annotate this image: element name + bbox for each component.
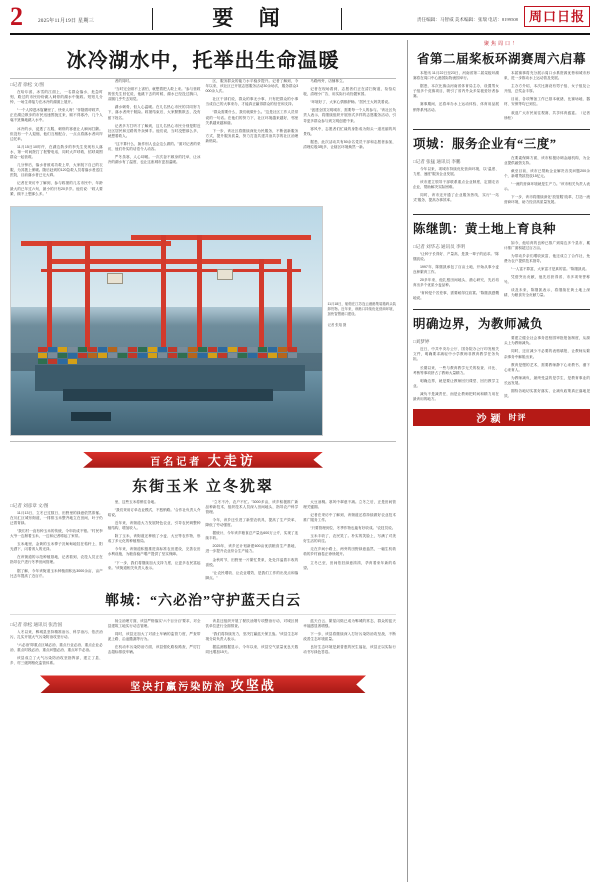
right-section-teacher-burden bbox=[413, 314, 590, 405]
paragraph: 大豆油桐。寒风中翠意不减。立冬之后，正是田间管理关键期。 bbox=[303, 499, 396, 509]
container bbox=[268, 353, 277, 358]
paragraph: 据悉，此次活动共有50余名党员干部和志愿者参加，清理垃圾3吨多，让辖区环境焕然一新。 bbox=[303, 139, 396, 149]
container bbox=[288, 347, 297, 352]
chenjikai-columns bbox=[413, 241, 590, 305]
paragraph: 入冬以来，郸城县坚持精准治污、科学治污、依法治污，扎实开展大气污染防治攻坚行动。 bbox=[10, 629, 103, 639]
corn-columns bbox=[10, 500, 396, 584]
paragraph: 今年以来，项城市持续优化营商环境，以“温度、力度、速度”服务企业发展。 bbox=[412, 166, 499, 176]
container bbox=[138, 353, 147, 358]
paragraph: 为带动乡亲们增收致富，他还成立了合作社，免费为农户提供技术指导。 bbox=[503, 253, 590, 263]
paragraph: 欢迎广大市民前往观赛，共享体育盛宴。（记者 徐松） bbox=[503, 110, 590, 120]
container bbox=[98, 347, 107, 352]
paragraph: 几分钟后，落水者被成功救上岸，大家脱下自己的衣服，为其披上保暖。随后赶到的120急救人员将落水者送往医院，目前落水者已无大碍。 bbox=[10, 163, 103, 178]
newspaper-nameplate: 周口日报 bbox=[524, 6, 590, 27]
container bbox=[38, 359, 47, 364]
paragraph: 2025年，该乡还计划新建600亩优质粮食生产基地，进一步提升农业综合生产能力。 bbox=[205, 544, 299, 554]
container bbox=[88, 353, 97, 358]
container bbox=[128, 353, 137, 358]
teacher-burden-columns bbox=[413, 336, 590, 405]
page-number: 2 bbox=[10, 2, 23, 31]
paragraph: 近年来，该街道大力发展特色农业，引导农民调整种植结构，增加收入。 bbox=[107, 520, 201, 531]
page-body bbox=[10, 40, 590, 882]
container bbox=[168, 347, 177, 352]
paragraph: “六必治”即重点区域必治、重点行业必治、重点企业必治、重点时段必治、重点问题必治、重点环节必治。 bbox=[10, 643, 103, 653]
paragraph: “创建全国文明城市，需要每一个人的参与。”该社区负责人表示，将继续组织开展形式多样的志愿服务活动，引导更多群众参与到文明创建中来。 bbox=[303, 108, 396, 123]
chenjikai-byline: □记者 刘华志 通讯员 李明 bbox=[412, 243, 466, 249]
container bbox=[288, 353, 297, 358]
lead-text-4 bbox=[303, 79, 396, 150]
xiangcheng-columns bbox=[413, 156, 590, 209]
paragraph: “下一步，我们将继续加大支持力度，让更多农民富起来。”该街道相关负责人表示。 bbox=[107, 560, 201, 570]
masthead-rule-left bbox=[152, 8, 153, 30]
crane-cab bbox=[107, 273, 123, 284]
container bbox=[38, 353, 47, 358]
lead-column-4 bbox=[303, 79, 396, 200]
corn-text-1 bbox=[10, 511, 103, 579]
paragraph: “我们将持续发力，坚决打赢蓝天保卫战。”该县生态环境分局负责人表示。 bbox=[205, 632, 299, 642]
paragraph: “群众需要什么，我们就做什么。”这是社区工作人员常说的一句话。在他们的努力下，社区环境越来越好，邻里关系越来越和谐。 bbox=[205, 110, 299, 125]
corn-column-1 bbox=[10, 500, 103, 584]
teacher-burden-text-1 bbox=[413, 347, 499, 402]
paragraph: 在要素保障方面，该市积极协调金融机构，为企业提供融资支持。 bbox=[503, 155, 590, 165]
paragraph: 记者在采访中了解到，参与救援的几名市民中，年龄最大的已年过六旬，最小的只有20多岁。他们说：“救人要紧，顾不上想那么多。” bbox=[10, 181, 103, 196]
container bbox=[58, 353, 67, 358]
paragraph: 如今，他培育的良种已推广到周边多个县市，累计推广面积超过百万亩。 bbox=[503, 240, 590, 250]
paragraph: 下一步，该社区将继续深化为民服务，不断创新服务方式，提升服务质量，努力打造共建共治共享的社区治理新格局。 bbox=[205, 128, 299, 143]
crane-leg bbox=[85, 241, 90, 351]
paragraph: 严冬虽寒，人心却暖。一次次奋不顾身的托举，让冰冷的湖水有了温度，也让这座城市更加温暖。 bbox=[107, 155, 201, 165]
paragraph: “我们村一直有种玉米的传统，今年收成不错。”村民李大爷一边掰着玉米，一边和记者唠起了家常。 bbox=[10, 528, 103, 539]
crane-leg bbox=[259, 259, 264, 351]
paragraph: 下一步，该市将继续深化“放管服”改革，打造一流营商环境，助力经济高质量发展。 bbox=[503, 195, 590, 205]
container bbox=[258, 347, 267, 352]
yancheng-column-1 bbox=[10, 619, 103, 670]
footer-main-text: 沙颍 bbox=[476, 414, 505, 426]
container bbox=[198, 347, 207, 352]
container bbox=[218, 347, 227, 352]
paragraph: 同时，该县还加大了对渣土车辆的监管力度，严查带泥上路、沿途撒漏等行为。 bbox=[107, 632, 201, 642]
paragraph: 社区干部们说，群众的事无小事，只有把群众的小事当成自己的大事来办，才能真正赢得群众的信任和支持。 bbox=[205, 97, 299, 107]
paragraph: 在哈尔滨，冰雪的江面上，一名群众落水，危急时刻，路过的市民纷纷跳入刺骨的湖水中施救。短短几分钟，一场生命接力在冰冷的湖面上展开。 bbox=[10, 90, 103, 105]
crane-boom bbox=[21, 241, 171, 246]
divider bbox=[413, 214, 590, 215]
xiangcheng-byline: □记者 张猛 通讯员 李鹏 bbox=[412, 158, 461, 164]
section-title: 要 闻 bbox=[212, 6, 290, 30]
right-section-xiangcheng bbox=[413, 134, 590, 209]
paragraph: 记者多方打听才了解到，这几名热心市民分别是附近社区居民和过路的外卖骑手。他们说，当时没想那么多，就想着救人。 bbox=[107, 123, 201, 138]
crane-leg bbox=[47, 241, 52, 351]
crane-leg bbox=[287, 259, 292, 351]
container bbox=[228, 353, 237, 358]
chenjikai-column-1 bbox=[413, 241, 499, 305]
paragraph: “让农民增收、让农业增效，是我们工作的出发点和落脚点。” bbox=[205, 570, 299, 580]
paragraph: 减负不是减责任，而是让教师把时间和精力用在最该用的地方。 bbox=[412, 391, 499, 401]
ship-hull bbox=[63, 389, 273, 401]
container bbox=[48, 347, 57, 352]
paragraph: “一人富不算富，大家富才是真的富。”陈继凯说。 bbox=[510, 266, 589, 271]
container bbox=[218, 353, 227, 358]
paragraph: 要建立健全社会事务进校园审批报备制度，从源头上为教师减负。 bbox=[503, 336, 590, 346]
cargo-ship bbox=[35, 365, 305, 391]
right-section-paddle-race bbox=[413, 40, 590, 124]
paragraph: 1997年，陈继凯承包了百亩土地，开始从事小麦良种繁育工作。 bbox=[412, 264, 499, 274]
container bbox=[78, 353, 87, 358]
yancheng-text-4 bbox=[303, 619, 396, 656]
corn-text-3 bbox=[206, 500, 299, 581]
left-zone bbox=[10, 40, 402, 882]
banner-big-text: 大走访 bbox=[207, 453, 256, 469]
container bbox=[208, 353, 217, 358]
paragraph: 记者在采访中了解到，该街道还将持续做好农业技术推广服务工作。 bbox=[303, 512, 396, 522]
paragraph: “我们采用订单农业模式，不愁销路。”合作社负责人介绍说。 bbox=[107, 507, 201, 517]
paragraph: 11月15日10时许，在湖边散步的李先生发现有人落水，第一时间拨打了报警电话，同时大声呼救，招呼周围群众一起营救。 bbox=[10, 144, 103, 160]
paddle-race-headline: 省第二届桨板环湖赛周六启幕 bbox=[416, 52, 586, 66]
container bbox=[48, 353, 57, 358]
yancheng-text-3 bbox=[206, 619, 299, 656]
container bbox=[248, 347, 257, 352]
corn-text-4 bbox=[303, 500, 396, 571]
right-zone bbox=[413, 40, 590, 882]
teacher-burden-column-1 bbox=[413, 336, 499, 405]
container bbox=[68, 347, 77, 352]
opinion-footer-strip bbox=[413, 409, 590, 426]
paragraph: 为教师减负，最终受益的是学生，是教育事业的长远发展。 bbox=[503, 375, 590, 385]
paragraph: 湖水刺骨，但人心温暖。在几名热心市民的共同努力下，落水者终于脱险。救援结束后，大家默默散去，没有留下姓名。 bbox=[107, 105, 201, 120]
paddle-race-columns bbox=[413, 71, 590, 124]
container bbox=[158, 347, 167, 352]
paragraph: 教育是慢的艺术，需要教师静下心来教书、潜下心来育人。 bbox=[503, 362, 590, 372]
bottom-banner-small-text: 坚决打赢污染防治 bbox=[130, 681, 227, 693]
corn-byline: □记者 刘彦章 文/图 bbox=[10, 502, 49, 508]
container bbox=[248, 353, 257, 358]
paragraph: 主办方介绍，本次比赛设有男子组、女子组及公开组，总奖金丰厚。 bbox=[503, 84, 590, 94]
bottom-banner-text bbox=[130, 675, 276, 694]
paddle-race-text-1 bbox=[413, 71, 499, 124]
yancheng-headline: 郸城：“六必治”守护蓝天白云 bbox=[105, 593, 301, 609]
paragraph: 20多年来，他扎根田间地头，潜心研究，先后培育出多个优质小麦品种。 bbox=[412, 277, 499, 287]
paragraph: 同时，该市还开通了企业服务热线，实行“一站式”服务，提高办事效率。 bbox=[412, 193, 499, 203]
crane-cab bbox=[217, 269, 233, 280]
xiangcheng-column-1 bbox=[413, 156, 499, 209]
lead-text-2 bbox=[108, 79, 201, 165]
pollution-banner bbox=[10, 674, 396, 694]
paragraph: “当时完全顾不上害怕，就想着把人救上来。”参与营救的张先生回忆说，他跳下去的时候，湖水已经没过胸口，双腿几乎失去知觉。 bbox=[107, 87, 201, 102]
section-kicker: 聚焦周口！ bbox=[483, 42, 519, 47]
container bbox=[98, 353, 107, 358]
paragraph: 该市建立领导干部联系重点企业制度，定期走访企业，帮助解决实际困难。 bbox=[412, 179, 499, 190]
tugboat bbox=[71, 412, 111, 421]
masthead bbox=[10, 2, 590, 35]
paragraph: 该县成立了大气污染防治攻坚指挥部，建立了县、乡、村三级网格化监管体系。 bbox=[10, 656, 103, 666]
yancheng-column-3 bbox=[206, 619, 299, 670]
container bbox=[38, 347, 47, 352]
paragraph: 今年，该乡还引进了新型农机具，提高了生产效率，降低了劳动强度。 bbox=[205, 517, 299, 528]
container bbox=[118, 347, 127, 352]
lead-column-2 bbox=[108, 79, 201, 200]
masthead-right bbox=[400, 6, 590, 27]
container bbox=[178, 353, 187, 358]
container bbox=[278, 353, 287, 358]
container bbox=[148, 353, 157, 358]
lead-text-1 bbox=[10, 90, 103, 197]
masthead-center bbox=[94, 6, 400, 30]
paragraph: 下一步，该县将继续深入打好污染防治攻坚战，不断改善生态环境质量。 bbox=[303, 632, 396, 642]
container bbox=[138, 347, 147, 352]
container bbox=[188, 353, 197, 358]
paragraph: 据了解，今年该街道玉米种植面积达3000余亩，亩产比去年提高了近百斤。 bbox=[10, 568, 103, 578]
teacher-burden-byline: □刘梦婷 bbox=[412, 339, 430, 345]
paragraph: 长期以来，一些与教育教学无关的检查、评比、考核等事项挤占了教师大量精力。 bbox=[412, 365, 499, 375]
crane-leg bbox=[197, 235, 202, 351]
footer-sub-text: 时评 bbox=[508, 413, 527, 423]
paragraph: “让种子长得好、产量高，是我一辈子的追求。”陈继凯说。 bbox=[412, 251, 499, 261]
paragraph: 除了玉米，该街道还种植了小麦、大豆等农作物，形成了多元化的种植格局。 bbox=[107, 534, 201, 544]
paragraph: 据监测数据显示，今年以来，该县空气质量优良天数同比增加15天。 bbox=[205, 645, 299, 655]
container bbox=[148, 347, 157, 352]
publication-date: 2025年11月19日 星期三 bbox=[38, 18, 94, 24]
paragraph: 玉米地里，金黄的玉米棒子沉甸甸地挂在秸秆上，阳光洒下，闪着诱人的光泽。 bbox=[10, 542, 103, 552]
container bbox=[48, 359, 57, 364]
chenjikai-text-2 bbox=[504, 241, 590, 305]
teacher-burden-text-2 bbox=[504, 336, 590, 405]
yancheng-text-2 bbox=[108, 619, 201, 656]
corn-text-2 bbox=[108, 500, 201, 571]
chenjikai-text-1 bbox=[413, 252, 499, 302]
paragraph: 今年来，该街道积极推进高标准农田建设，完善农田水利设施，为粮食稳产增产提供了坚实保障。 bbox=[107, 547, 201, 557]
photo-sky bbox=[11, 207, 322, 307]
paragraph: 立冬已至，田间依旧绿意浓浓，孕育着来年新的希望。 bbox=[303, 560, 396, 570]
paragraph: 在机动车污染防治方面，该县强化路检路查，严厉打击超标排放车辆。 bbox=[107, 645, 201, 655]
container bbox=[88, 347, 97, 352]
container bbox=[58, 359, 67, 364]
container-stack bbox=[37, 347, 305, 365]
paragraph: 赛事期间，还将举办水上运动体验、体育用品展销等系列活动。 bbox=[412, 102, 499, 112]
paragraph: 本届赛事将充分展示周口水系资源优势和城市形象，进一步推动水上运动普及发展。 bbox=[503, 71, 590, 81]
paragraph: “只要管理到位，冬季作物也能有好收成。”农技员说。 bbox=[310, 526, 396, 531]
corn-column-3 bbox=[206, 500, 299, 584]
paragraph: 寒风中，志愿者们忙碌的身影成为街头一道亮丽的风景线。 bbox=[303, 126, 396, 136]
campaign-banner bbox=[83, 449, 323, 471]
container bbox=[268, 347, 277, 352]
divider bbox=[10, 614, 396, 615]
paragraph: 截至目前，该市已帮助企业解决各类问题200余个，新增贷款投放15亿元。 bbox=[503, 168, 590, 179]
yancheng-column-4 bbox=[303, 619, 396, 670]
paragraph: 据悉，本次比赛由河南省体育局主办，设置男女子组多个竞赛项目，吸引了省内外众多桨板爱好者参赛。 bbox=[412, 84, 499, 99]
photo-caption: 11月18日，船舶在江苏连云港港集装箱码头装卸货物。近年来，该港口持续优化营商环境，加快智慧港口建设。 bbox=[327, 301, 396, 316]
container bbox=[108, 353, 117, 358]
paragraph: 明确边界，就是要让教师回归课堂、回归教学主业。 bbox=[412, 378, 499, 388]
photo-caption-block bbox=[327, 206, 396, 436]
container bbox=[208, 347, 217, 352]
paragraph: “这不算什么，换作别人也会这么做的。”面对记者的采访，他们朴实的话语令人动容。 bbox=[107, 141, 201, 152]
teacher-burden-headline: 明确边界，为教师减负 bbox=[412, 317, 543, 332]
paragraph: 马路两旁，店铺林立。 bbox=[310, 79, 347, 83]
lead-text-3 bbox=[206, 79, 299, 144]
container bbox=[228, 347, 237, 352]
paragraph: 在该街道的示范种植基地，记者看到，农技人员正在指导农户进行冬季田间管理。 bbox=[10, 555, 103, 565]
container bbox=[58, 347, 67, 352]
paragraph: 良好生态环境是最普惠的民生福祉，该县正以实际行动书写绿色答卷。 bbox=[303, 645, 396, 655]
crane-truss bbox=[41, 269, 301, 272]
paragraph: 期待各地切实抓好落实，让减负政策真正落地见效。 bbox=[503, 389, 590, 399]
paragraph: 记者在现场看到，志愿者们正在清扫街道，捡拾垃圾，清理小广告，用实际行动扮靓家园。 bbox=[303, 87, 396, 97]
container bbox=[68, 359, 77, 364]
xiangcheng-text-2 bbox=[504, 156, 590, 209]
lead-column-3 bbox=[206, 79, 299, 200]
column-rule bbox=[407, 40, 408, 882]
container bbox=[108, 347, 117, 352]
lead-byline: □记者 徐松 文/图 bbox=[10, 82, 44, 87]
container bbox=[158, 353, 167, 358]
editor-credits: 责任编辑：马智威 美术编辑：张瑞 电话：8199508 bbox=[416, 17, 518, 22]
divider bbox=[10, 441, 396, 442]
container bbox=[178, 347, 187, 352]
paragraph: “育种是个苦差事，需要耐得住寂寞。”陈继凯感慨地说。 bbox=[412, 291, 499, 301]
container bbox=[278, 347, 287, 352]
xiangcheng-text-1 bbox=[413, 167, 499, 204]
banner-text bbox=[150, 450, 256, 469]
paragraph: 金秋时节，田野里一片繁忙景象，处处洋溢着丰收的喜悦。 bbox=[205, 557, 299, 567]
divider bbox=[413, 129, 590, 130]
crane-leg bbox=[161, 235, 166, 351]
photo-credit: 记者 张翔 摄 bbox=[327, 322, 347, 327]
paragraph: 玉米丰收了，农民笑了。朴实的笑脸上，写满了对美好生活的向往。 bbox=[303, 534, 396, 544]
xiangcheng-headline: 项城：服务企业有“三度” bbox=[412, 136, 557, 151]
container bbox=[238, 353, 247, 358]
paragraph: 该县还组织开展了餐饮油烟专项整治行动，对城区餐饮单位进行全面排查。 bbox=[205, 618, 299, 628]
paragraph: “一流的营商环境就是生产力。”该市相关负责人表示。 bbox=[503, 182, 590, 192]
container bbox=[128, 347, 137, 352]
right-section-chenjikai bbox=[413, 219, 590, 305]
container bbox=[258, 353, 267, 358]
corn-headline: 东街玉米 立冬犹翠 bbox=[132, 478, 274, 495]
paragraph: 本报讯 11月22日至23日，河南省第二届桨板环湖赛将在周口中心港国际物流园举行。 bbox=[412, 71, 499, 81]
paragraph: 11月13日，立冬已过数日，田野里的绿意依然浓郁。在川汇区城东街道，一排排玉米整齐地立在田间，叶子仍泛着青绿。 bbox=[10, 510, 103, 525]
divider bbox=[413, 309, 590, 310]
container bbox=[118, 353, 127, 358]
paragraph: 目前，各项筹备工作已基本就绪，比赛场地、器材、安保等均已到位。 bbox=[503, 97, 590, 107]
container bbox=[188, 347, 197, 352]
container bbox=[168, 353, 177, 358]
paragraph: 扬尘治理方面，该县严格落实“六个百分百”要求，对全县建筑工地实行动态管理。 bbox=[107, 618, 201, 628]
yancheng-column-2 bbox=[108, 619, 201, 670]
container bbox=[238, 347, 247, 352]
crane-boom bbox=[131, 235, 311, 240]
paragraph: “环境好了，大家心情都舒畅。”居民王大妈笑着说。 bbox=[310, 100, 392, 105]
paragraph: 冰冷的水，浸透了衣服，刺骨的寒意让人瞬间打颤。但没有一个人退缩，他们互相配合，一点点将落水者向岸边托举。 bbox=[10, 126, 103, 141]
paragraph: 据统计，今年该乡粮食总产量达600万公斤，实现了连续丰收。 bbox=[205, 531, 299, 541]
paragraph: 凭借突出贡献，他先后获得省、市多项荣誉称号。 bbox=[503, 274, 590, 285]
paragraph: 同时，还应减少不必要的表格填报，让教师从繁杂事务中解脱出来。 bbox=[503, 349, 590, 359]
yancheng-columns bbox=[10, 619, 396, 670]
lead-column-1 bbox=[10, 79, 103, 200]
bottom-banner-big-text: 攻坚战 bbox=[230, 677, 276, 693]
yancheng-byline: □记者 徐松 通讯员 张治国 bbox=[10, 621, 63, 627]
paragraph: 谈及未来，陈继凯表示，将继续在黄土地上深耕，为粮食安全贡献力量。 bbox=[503, 288, 590, 298]
corn-column-2 bbox=[108, 500, 201, 584]
port-photo bbox=[10, 206, 323, 436]
photo-block bbox=[10, 206, 396, 436]
container bbox=[198, 353, 207, 358]
container bbox=[68, 353, 77, 358]
paragraph: 走在乡间小路上，两旁的田野绿意盎然，一幅生机勃勃的乡村画卷正徐徐展开。 bbox=[303, 547, 396, 557]
paddle-race-text-2 bbox=[504, 71, 590, 124]
yancheng-text-1 bbox=[10, 630, 103, 667]
container bbox=[78, 347, 87, 352]
paragraph: 区，服务群众的能力水平稳步提升。记者了解到，今年以来，该社区已开展志愿服务活动30余场次，服务群众3000余人次。 bbox=[205, 79, 299, 94]
paragraph: 者的同时。 bbox=[114, 79, 133, 83]
paragraph: 里，这些玉米将销往各地。 bbox=[114, 499, 158, 504]
lead-headline: 冰冷湖水中，托举出生命温暖 bbox=[10, 40, 396, 79]
banner-small-text: 百名记者 bbox=[150, 457, 203, 469]
paragraph: 蓝天白云、繁星闪烁已成为郸城的常态，群众的蓝天幸福感显著增强。 bbox=[303, 618, 396, 628]
chenjikai-headline: 陈继凯：黄土地上育良种 bbox=[412, 221, 556, 236]
paragraph: “一个人掉进冰窟窿里了，快来人呀！”伴随着呼救声，正在湖边散步的市民迅速围拢过来，顾不得寒冷，几个人毫不犹豫地跳入水中。 bbox=[10, 108, 103, 123]
corn-column-4 bbox=[303, 500, 396, 584]
paragraph: “立冬不冷，农户不忙。”3000多亩，该乡积极推广新品种新技术，组织技术人员深入田间地头，指导农户科学管理。 bbox=[205, 499, 299, 514]
masthead-rule-right bbox=[341, 8, 342, 30]
lead-columns bbox=[10, 79, 396, 200]
paragraph: 近日，中共中央办公厅、国务院办公厅印发相关文件，明确要求减轻中小学教师非教育教学任务负担。 bbox=[412, 347, 499, 362]
